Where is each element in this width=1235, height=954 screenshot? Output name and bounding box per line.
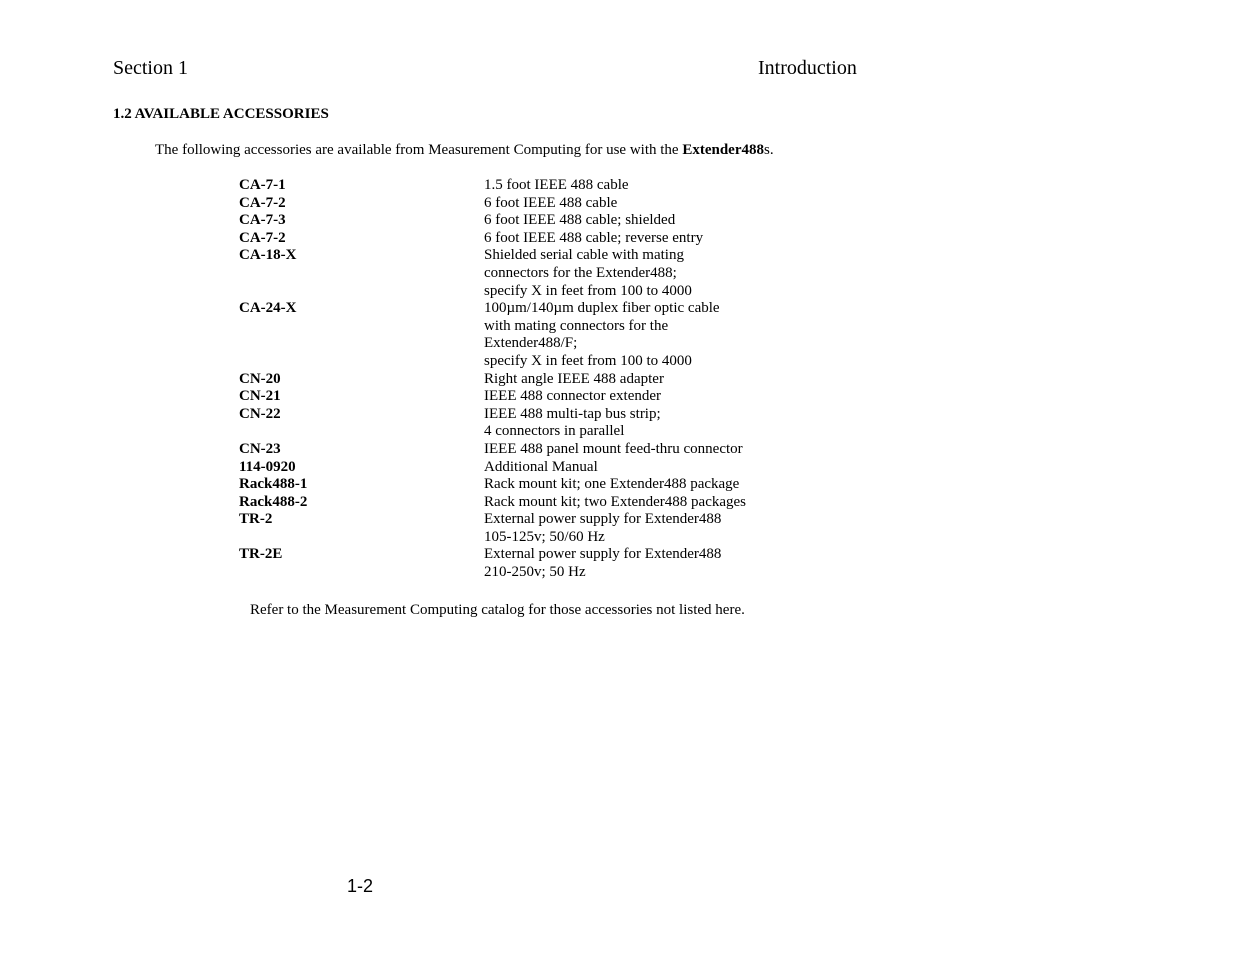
accessory-description — [484, 195, 617, 213]
accessory-name: CA-7-2 — [239, 194, 286, 211]
accessory-name: CA-7-3 — [239, 212, 286, 229]
accessory-description — [484, 406, 661, 441]
accessory-row — [239, 546, 746, 581]
accessory-description-line: 210-250v; 50 Hz — [484, 564, 586, 581]
accessory-description — [484, 546, 721, 581]
accessory-description — [484, 511, 721, 546]
accessory-row — [239, 388, 746, 406]
accessory-list — [239, 177, 746, 582]
accessory-row — [239, 247, 746, 300]
accessory-row — [239, 406, 746, 441]
product-name: Extender488 — [682, 142, 765, 158]
accessory-description-line: specify X in feet from 100 to 4000 — [484, 352, 692, 369]
accessory-name: CA-7-2 — [239, 229, 286, 246]
accessory-description-line: connectors for the Extender488; — [484, 264, 677, 281]
accessory-name: CN-22 — [239, 405, 281, 422]
footer-note: Refer to the Measurement Computing catalog for those accessories not listed here. — [250, 602, 745, 618]
accessory-name: CA-7-1 — [239, 177, 286, 193]
accessory-row — [239, 195, 746, 213]
accessory-name: Rack488-1 — [239, 476, 308, 493]
accessory-name: TR-2 — [239, 511, 273, 528]
accessory-description-line: with mating connectors for the — [484, 317, 669, 334]
accessory-description — [484, 459, 598, 477]
accessory-description — [484, 371, 664, 389]
accessory-description-line: specify X in feet from 100 to 4000 — [484, 282, 692, 299]
accessory-name: Rack488-2 — [239, 493, 308, 510]
accessory-description-line: Rack mount kit; two Extender488 packages — [484, 493, 747, 510]
accessory-description-line: Rack mount kit; one Extender488 package — [484, 476, 740, 493]
intro-paragraph — [155, 141, 774, 159]
accessory-name: CA-24-X — [239, 300, 297, 317]
accessory-description — [484, 388, 661, 406]
accessory-row — [239, 494, 746, 512]
accessory-description-line: IEEE 488 multi-tap bus strip; — [484, 405, 661, 422]
intro-text: The following accessories are available from Measurement Computing for use with the — [155, 142, 683, 158]
accessory-row — [239, 441, 746, 459]
accessory-row — [239, 230, 746, 248]
accessory-description-line: Shielded serial cable with mating — [484, 247, 684, 264]
accessory-row — [239, 459, 746, 477]
accessory-description-line: 6 foot IEEE 488 cable; shielded — [484, 212, 676, 229]
section-heading: 1.2 AVAILABLE ACCESSORIES — [113, 106, 329, 122]
accessory-row — [239, 476, 746, 494]
accessory-description — [484, 230, 703, 248]
accessory-description — [484, 212, 675, 230]
accessory-description-line: 105-125v; 50/60 Hz — [484, 528, 605, 545]
accessory-name: CN-21 — [239, 388, 281, 405]
accessory-description-line: IEEE 488 connector extender — [484, 388, 662, 405]
accessory-row — [239, 371, 746, 389]
accessory-description-line: 6 foot IEEE 488 cable — [484, 194, 618, 211]
accessory-name: CN-23 — [239, 440, 281, 457]
page-number: 1-2 — [347, 876, 374, 896]
accessory-name: CN-20 — [239, 370, 281, 387]
accessory-description — [484, 247, 692, 300]
accessory-description-line: 1.5 foot IEEE 488 cable — [484, 177, 629, 193]
accessory-description-line: 6 foot IEEE 488 cable; reverse entry — [484, 229, 704, 246]
page-title: Introduction — [758, 57, 857, 79]
accessory-row — [239, 300, 746, 370]
accessory-description — [484, 476, 739, 494]
intro-suffix: s. — [764, 142, 774, 158]
accessory-description-line: External power supply for Extender488 — [484, 546, 722, 563]
accessory-name: 114-0920 — [239, 458, 296, 475]
accessory-description — [484, 441, 743, 459]
accessory-description-line: IEEE 488 panel mount feed-thru connector — [484, 440, 743, 457]
accessory-description-line: Additional Manual — [484, 458, 598, 475]
accessory-name: TR-2E — [239, 546, 283, 563]
section-label: Section 1 — [113, 57, 188, 79]
accessory-row — [239, 177, 746, 195]
accessory-description — [484, 300, 720, 370]
accessory-description-line: Extender488/F; — [484, 335, 578, 352]
accessory-description-line: Right angle IEEE 488 adapter — [484, 370, 664, 387]
accessory-row — [239, 212, 746, 230]
accessory-row — [239, 511, 746, 546]
accessory-description — [484, 494, 746, 512]
accessory-description-line: 4 connectors in parallel — [484, 423, 625, 440]
accessory-name: CA-18-X — [239, 247, 297, 264]
accessory-description-line: 100µm/140µm duplex fiber optic cable — [484, 300, 720, 317]
accessory-description — [484, 177, 629, 195]
accessory-description-line: External power supply for Extender488 — [484, 511, 722, 528]
